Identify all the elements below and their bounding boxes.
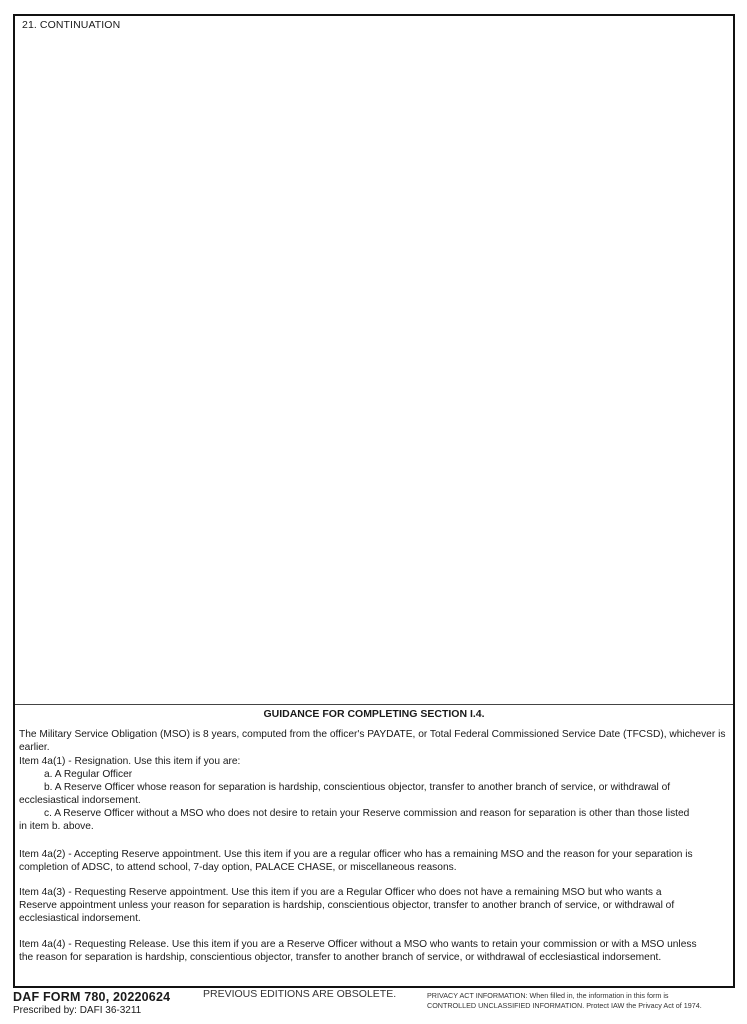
prescribed-by: Prescribed by: DAFI 36-3211 — [13, 1005, 142, 1016]
privacy-line-2: CONTROLLED UNCLASSIFIED INFORMATION. Protect IAW the Privacy Act of 1974. — [427, 1001, 702, 1010]
item-4a1-option-b-cont: ecclesiastical indorsement. — [19, 795, 141, 806]
privacy-act-notice — [427, 991, 702, 1011]
item-4a3-line2: Reserve appointment unless your reason for separation is hardship, conscientious objector, transfer to another branch of service, or withdrawal of — [19, 900, 675, 911]
continuation-label: 21. CONTINUATION — [22, 19, 121, 31]
item-4a3-line3: ecclesiastical indorsement. — [19, 913, 141, 924]
item-4a4-guidance — [19, 938, 727, 964]
item-4a3-guidance — [19, 886, 727, 925]
obsolete-notice: PREVIOUS EDITIONS ARE OBSOLETE. — [203, 988, 397, 1000]
item-4a1-option-b: b. A Reserve Officer whose reason for separation is hardship, conscientious objector, transfer to another branch of service, or withdrawal of — [44, 782, 671, 793]
form-identifier: DAF FORM 780, 20220624 — [13, 990, 171, 1004]
item-4a4-line2: the reason for separation is hardship, conscientious objector, transfer to another branch of service, or withdrawal of ecclesiastical indorsement. — [19, 952, 662, 963]
item-4a2-line2: completion of ADSC, to attend school, 7-day option, PALACE CHASE, or miscellaneous reasons. — [19, 862, 457, 873]
mso-note-text: The Military Service Obligation (MSO) is 8 years, computed from the officer's PAYDATE, or Total Federal Commissioned Service Date (TFCSD), whichever is earlier. — [19, 729, 726, 753]
continuation-section — [15, 16, 733, 704]
item-4a4-line1: Item 4a(4) - Requesting Release. Use this item if you are a Reserve Officer without a MSO who wants to retain your commission or with a MSO unless — [19, 939, 697, 950]
privacy-line-1: PRIVACY ACT INFORMATION: When filled in, the information in this form is — [427, 991, 669, 1000]
item-4a1-option-a: a. A Regular Officer — [44, 769, 133, 780]
item-4a1-option-c: c. A Reserve Officer without a MSO who does not desire to retain your Reserve commission and reason for separation is other than those listed — [44, 808, 690, 819]
guidance-title: GUIDANCE FOR COMPLETING SECTION I.4. — [263, 708, 485, 720]
continuation-text-field[interactable] — [19, 34, 729, 700]
item-4a2-guidance — [19, 848, 727, 874]
item-4a3-line1: Item 4a(3) - Requesting Reserve appointment. Use this item if you are a Regular Officer who does not have a remaining MSO but who wants a — [19, 887, 662, 898]
form-box — [13, 14, 735, 988]
guidance-section — [15, 704, 733, 987]
item-4a2-line1: Item 4a(2) - Accepting Reserve appointment. Use this item if you are a regular officer who has a remaining MSO and the reason for your separation is — [19, 849, 693, 860]
item-4a1-option-c-cont: in item b. above. — [19, 821, 94, 832]
item-4a1-heading: Item 4a(1) - Resignation. Use this item if you are: — [19, 756, 241, 767]
item-4a1-guidance — [19, 755, 727, 833]
mso-note — [19, 728, 727, 754]
